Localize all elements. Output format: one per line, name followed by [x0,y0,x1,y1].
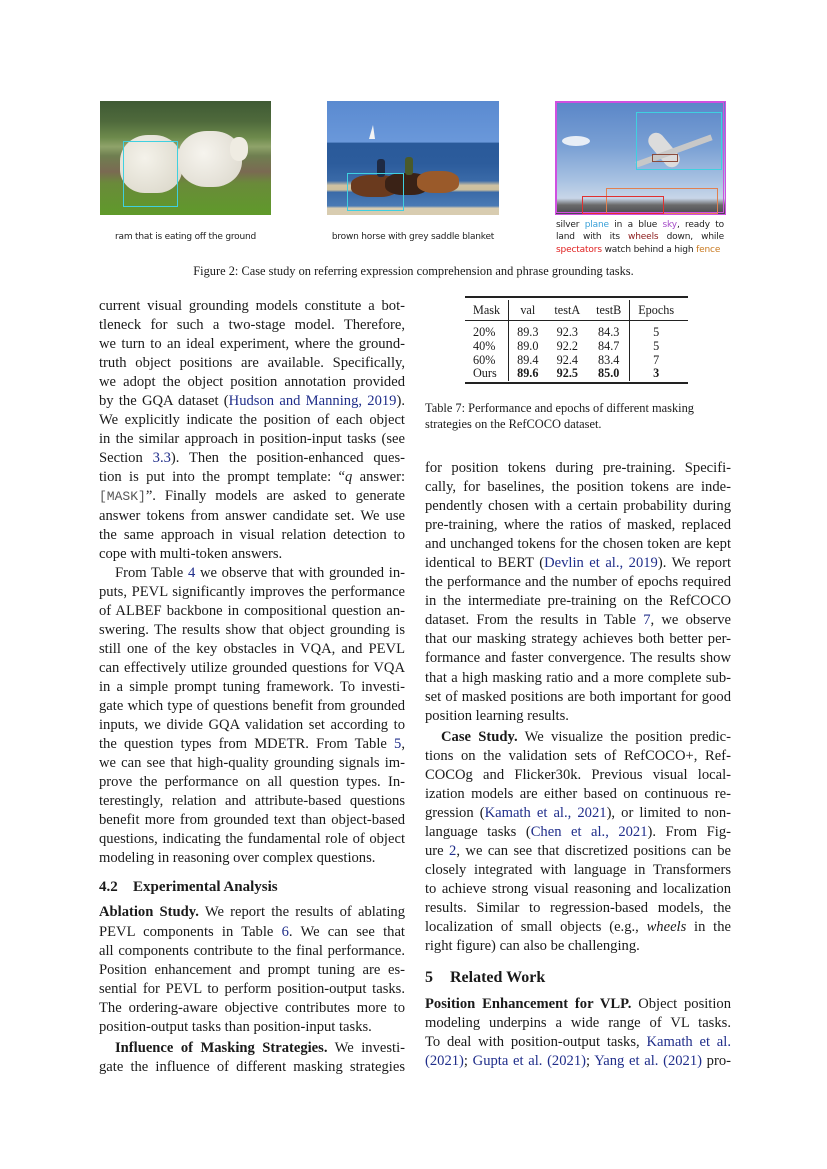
ref-table-7[interactable]: 7 [643,612,651,629]
figure-2-caption: Figure 2: Case study on referring expression comprehension and phrase grounding tasks. [193,264,634,278]
caption-word-sky: sky [662,220,677,230]
ref-table-5[interactable]: 5 [394,736,402,753]
table-row: 40% 89.0 92.2 84.7 5 [465,340,682,354]
mask-token: [MASK] [99,489,146,505]
horse-3 [417,171,459,193]
caption-line-3: spectators watch behind a high fence [556,244,721,255]
table-7-caption: Table 7: Performance and epochs of different masking strategies on the RefCOCO dataset. [425,401,694,431]
caption-line-2: land with its wheels down, while [556,232,725,243]
figure-panel-horse-image [327,101,499,215]
paragraph-title-ablation: Ablation Study. [99,904,199,921]
table-row: 20% 89.3 92.3 84.3 5 [465,326,682,340]
rider-2 [405,157,413,175]
figure-panel-plane-caption [556,219,724,256]
ref-table-4[interactable]: 4 [187,564,196,581]
citation-yang-2021[interactable]: Yang et al. (2021) [594,1053,702,1070]
left-column: current visual grounding models constitute a bot- tleneck for such a two-stage model. Therefore, we turn to an ideal experiment, where the ground- truth object positions are available. Specifically, we adopt the object position annotation provided by the GQA dataset (Hudson and Manning, 2019). We explicitly indicate the position of each object in the similar approach in position-input tasks (see Section 3.3). Then the position-enhanced ques- tion is put into the prompt template: “q answer: [MASK]”. Finally models are asked to generate answer tokens from answer candidate set. We use the same approach in visual relation detection to cope with multi-token answers. From Table 4 we observe that with grounded in- puts, PEVL significantly improves the performance of ALBEF backbone in compositional question an- swering. The results show that object grounding is still one of the key obstacles in VQA, and PEVL can effectively utilize grounded questions for VQA in a simple prompt tuning framework. To investi- gate which type of questions benefit from grounded inputs, we divide GQA validation set according to the question types from MDETR. From Table 5, we can see that high-quality grounding signals im- prove the performance on all question types. In- terestingly, relation and attribute-based questions benefit more from grounded text than object-based questions, indicating the fundamental role of object modeling in reasoning over complex questions. 4.2 Experimental Analysis Ablation Study. We report the results of ablating PEVL components in Table 6. We can see that all components contribute to the final performance. Position enhancement and prompt tuning are es- sential for PEVL to perform position-output tasks. The ordering-aware objective contributes more to position-output tasks than position-input tasks. Influence of Masking Strategies. We investi- gate the influence of different masking strategies [99,298,406,1075]
figure-panel-plane-image [555,101,726,215]
ref-section-3-3[interactable]: 3.3 [152,450,171,467]
paragraph-title-case-study: Case Study. [441,728,518,745]
citation-kamath-2021-b[interactable]: Kamath et al. [646,1034,731,1051]
table-header-row: Mask val testA testB Epochs [465,300,682,322]
bounding-box-spectators [582,196,664,214]
paragraph-title-position-enhancement: Position Enhancement for VLP. [425,996,632,1013]
caption-word-plane: plane [584,220,609,230]
citation-hudson-manning-2019[interactable]: Hudson and Manning, 2019 [228,393,397,410]
bounding-box-horse [347,173,404,211]
sailboat [369,125,375,139]
citation-kamath-2021-year[interactable]: (2021) [425,1053,464,1070]
citation-chen-2021[interactable]: Chen et al., 2021 [530,823,648,840]
table-header-rule [465,320,688,321]
table-bottom-rule [465,382,688,384]
citation-kamath-2021[interactable]: Kamath et al., 2021 [484,804,607,821]
caption-line-1: silver plane in a blue sky, ready to [556,220,724,230]
caption-word-fence: fence [696,244,721,255]
sheep-2-head [230,137,248,161]
bounding-box-ram [123,141,178,207]
figure-panel-sheep-image [100,101,271,215]
ref-figure-2[interactable]: 2 [449,842,457,859]
bounding-box-wheels [652,154,678,162]
table-top-rule [465,296,688,298]
section-heading-5: 5 Related Work [425,969,546,987]
paragraph-title-masking: Influence of Masking Strategies. [115,1039,328,1056]
citation-gupta-2021[interactable]: Gupta et al. (2021) [472,1053,586,1070]
figure-panel-horse-caption: brown horse with grey saddle blanket [331,232,495,242]
figure-panel-sheep-caption: ram that is eating off the ground [115,232,256,242]
ref-table-6[interactable]: 6 [281,923,289,940]
table-row-ours: Ours 89.6 92.5 85.0 3 [465,367,682,381]
citation-devlin-2019[interactable]: Devlin et al., 2019 [544,555,658,572]
right-column: for position tokens during pre-training. Specifi- cally, for baselines, the position tokens are inde- pendently chosen with a certain probability during pre-training, where the ratios of masked, replaced and unchanged tokens for the chosen token are kept identical to BERT (Devlin et al., 2019). We report the performance and the number of epochs required in the intermediate pre-training on the RefCOCO dataset. From the results in Table 7, we observe that our masking strategy achieves both better per- formance and faster convergence. The results show that a high masking ratio and a more complete sub- set of masked positions are both important for good position learning results. Case Study. We visualize the position predic- tions on the validation sets of RefCOCO+, Ref- COCOg and Flicker30k. Previous visual local- ization models are either based on continuous re- gression (Kamath et al., 2021), or limited to non- language tasks (Chen et al., 2021). From Fig- ure 2, we can see that discretized positions can be closely integrated with language in Transformers to achieve strong visual reasoning and localization results. Similar to regression-based models, the localization of small objects (e.g., wheels in the right figure) can also be challenging. 5 Related Work Position Enhancement for VLP. Object position modeling underpins a wide range of VL tasks. To deal with position-output tasks, Kamath et al. (2021); Gupta et al. (2021); Yang et al. (2021) pro- [425,460,732,1070]
section-heading-4-2: 4.2 Experimental Analysis [99,879,278,896]
bounding-box-plane [636,112,722,170]
caption-word-spectators: spectators [556,244,602,255]
table-row: 60% 89.4 92.4 83.4 7 [465,354,682,368]
table-7-grid [465,300,682,381]
caption-word-wheels: wheels [628,232,659,243]
